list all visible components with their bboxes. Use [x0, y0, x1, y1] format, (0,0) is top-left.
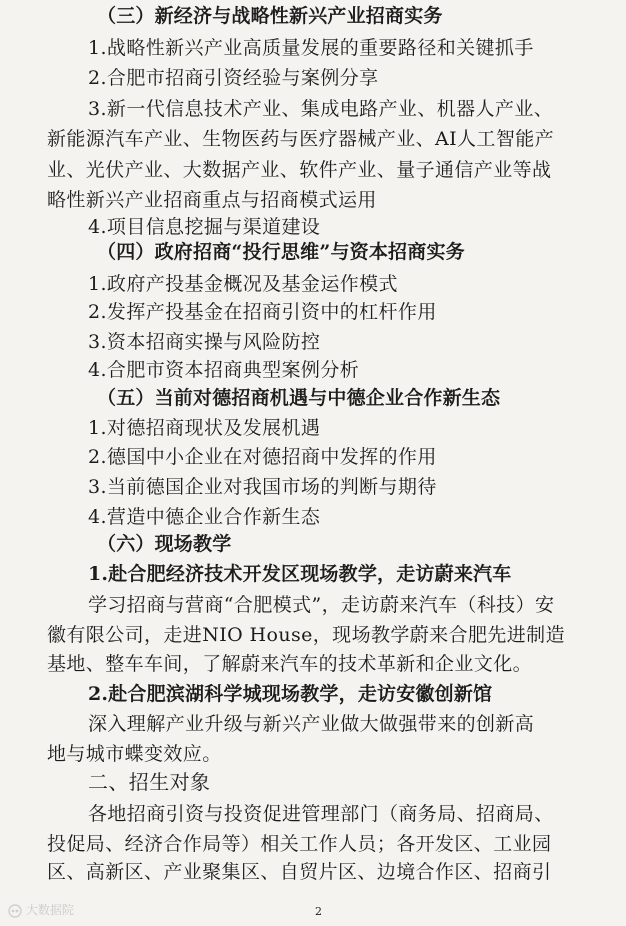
list-item: 4.项目信息挖掘与渠道建设	[88, 216, 321, 238]
paragraph-line: 投促局、经济合作局等）相关工作人员；各开发区、工业园	[47, 833, 552, 855]
list-item: 3.当前德国企业对我国市场的判断与期待	[88, 476, 437, 498]
watermark-logo-icon	[8, 904, 22, 918]
subheading: 2.赴合肥滨湖科学城现场教学，走访安徽创新馆	[88, 683, 493, 705]
paragraph-line: 各地招商引资与投资促进管理部门（商务局、招商局、	[88, 803, 554, 825]
page-number: 2	[315, 905, 322, 918]
paragraph-line: 学习招商与营商“合肥模式”，走访蔚来汽车（科技）安	[88, 594, 555, 616]
section-heading-3: （三）新经济与战略性新兴产业招商实务	[97, 5, 443, 27]
list-item: 4.合肥市资本招商典型案例分析	[88, 359, 360, 381]
list-item: 2.德国中小企业在对德招商中发挥的作用	[88, 446, 437, 468]
subheading: 1.赴合肥经济技术开发区现场教学，走访蔚来汽车	[88, 563, 512, 585]
section-heading-4: （四）政府招商“投行思维”与资本招商实务	[97, 241, 465, 263]
list-item: 1.战略性新兴产业高质量发展的重要路径和关键抓手	[88, 37, 534, 59]
list-item: 2.发挥产投基金在招商引资中的杠杆作用	[88, 301, 437, 323]
section-title: 二、招生对象	[88, 770, 211, 794]
list-item: 1.政府产投基金概况及基金运作模式	[88, 273, 398, 295]
paragraph-line: 深入理解产业升级与新兴产业做大做强带来的创新高	[88, 713, 535, 735]
paragraph-line: 基地、整车车间，了解蔚来汽车的技术革新和企业文化。	[47, 653, 533, 675]
list-item: 1.对德招商现状及发展机遇	[88, 417, 321, 439]
list-item: 3.资本招商实操与风险防控	[88, 331, 321, 353]
list-item-continued: 新能源汽车产业、生物医药与医疗器械产业、AI人工智能产	[47, 128, 555, 150]
paragraph-line: 徽有限公司，走进NIO House，现场教学蔚来合肥先进制造	[47, 624, 565, 646]
section-heading-6: （六）现场教学	[97, 533, 232, 555]
paragraph-line: 地与城市蝶变效应。	[47, 743, 222, 765]
section-heading-5: （五）当前对德招商机遇与中德企业合作新生态	[97, 387, 501, 409]
list-item: 2.合肥市招商引资经验与案例分享	[88, 67, 379, 89]
list-item: 4.营造中德企业合作新生态	[88, 506, 321, 528]
paragraph-line: 区、高新区、产业聚集区、自贸片区、边境合作区、招商引	[47, 861, 552, 883]
watermark-text: 大数据院	[25, 903, 74, 917]
list-item: 3.新一代信息技术产业、集成电路产业、机器人产业、	[88, 98, 554, 120]
list-item-continued: 略性新兴产业招商重点与招商模式运用	[47, 189, 377, 211]
list-item-continued: 业、光伏产业、大数据产业、软件产业、量子通信产业等战	[47, 159, 552, 181]
watermark	[8, 901, 74, 918]
